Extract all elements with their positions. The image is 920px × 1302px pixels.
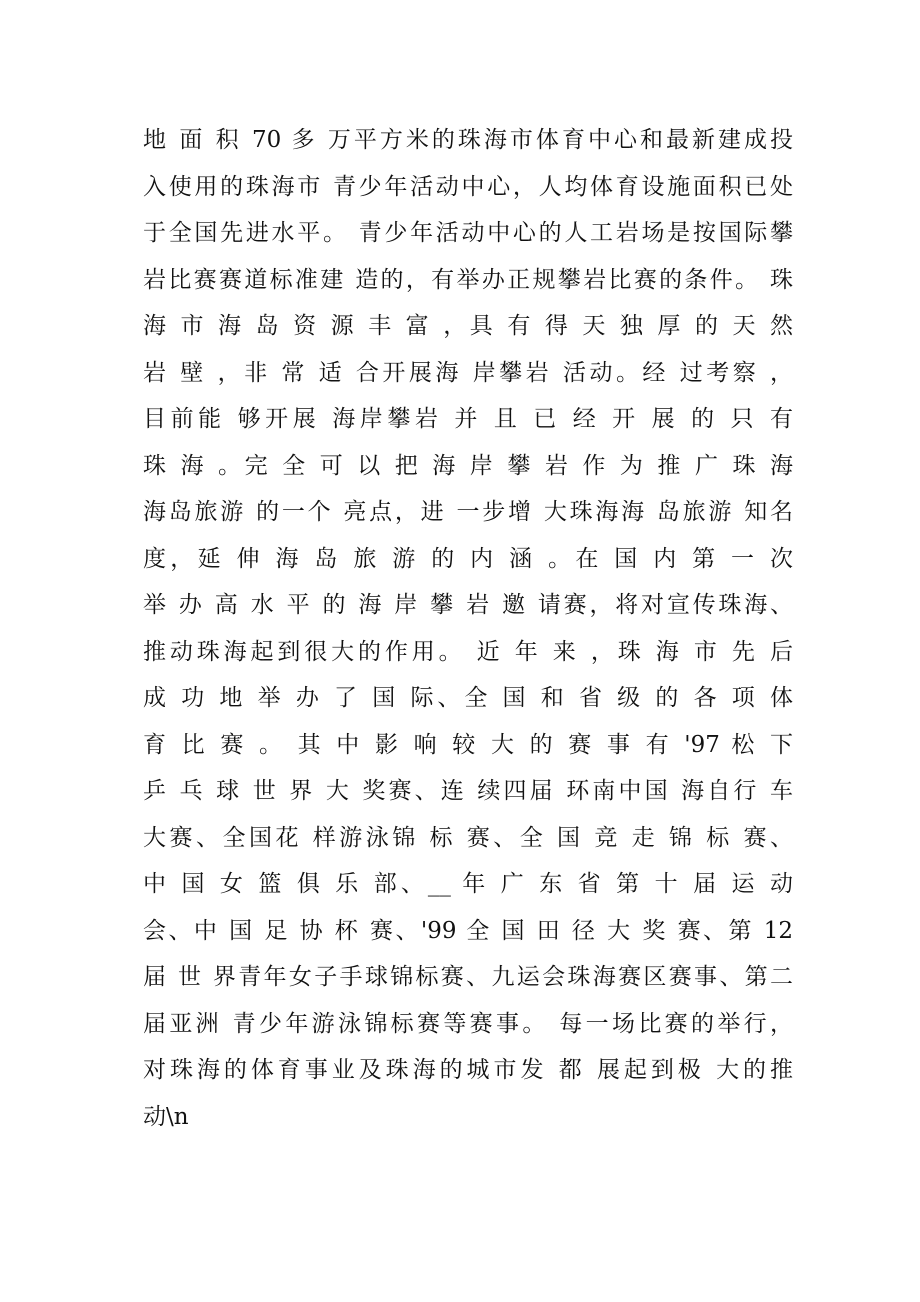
text-line: 地 面 积 70 多 万平方米的珠海市体育中心和最新建成投 xyxy=(143,127,793,153)
text-line-last: 动\n xyxy=(143,1103,189,1130)
text-line: 会、中 国 足 协 杯 赛、'99 全 国 田 径 大 奖 赛、第 12 xyxy=(143,917,793,944)
text-line: 推动珠海起到很大的作用。 近 年 来 ，珠 海 市 先 后 xyxy=(143,638,793,665)
text-line: 成 功 地 举 办 了 国 际、全 国 和 省 级 的 各 项 体 xyxy=(143,685,793,711)
text-line: 度，延 伸 海 岛 旅 游 的 内 涵 。在 国 内 第 一 次 xyxy=(143,545,793,572)
text-line: 乒 乓 球 世 界 大 奖赛、连 续四届 环南中国 海自行 车 xyxy=(143,778,793,804)
text-line: 岩 壁 ，非 常 适 合开展海 岸攀岩 活动。经 过考察 ， xyxy=(143,359,793,386)
text-line: 对珠海的体育事业及珠海的城市发 都 展起到极 大的推 xyxy=(143,1057,793,1083)
text-line: 目前能 够开展 海岸攀岩 并 且 已 经 开 展 的 只 有 xyxy=(143,406,793,432)
text-line: 届 世 界青年女子手球锦标赛、九运会珠海赛区赛事、第二 xyxy=(143,964,793,990)
text-line: 于全国先进水平。 青少年活动中心的人工岩场是按国际攀 xyxy=(143,220,793,246)
text-line: 中 国 女 篮 俱 乐 部、__ 年 广 东 省 第 十 届 运 动 xyxy=(143,871,793,897)
text-line: 届亚洲 青少年游泳锦标赛等赛事。 每一场比赛的举行， xyxy=(143,1010,793,1037)
text-line: 举 办 高 水 平 的 海 岸 攀 岩 邀 请赛，将对宣传珠海、 xyxy=(143,592,793,618)
text-line: 珠 海 。完 全 可 以 把 海 岸 攀 岩 作 为 推 广 珠 海 xyxy=(143,452,793,479)
text-line: 大赛、全国花 样游泳锦 标 赛、全 国 竞 走 锦 标 赛、 xyxy=(143,824,793,851)
body-paragraph xyxy=(143,117,793,1140)
text-line: 岩比赛赛道标准建 造的，有举办正规攀岩比赛的条件。 珠 xyxy=(143,266,793,293)
text-line: 育 比 赛 。 其 中 影 响 较 大 的 赛 事 有 '97 松 下 xyxy=(143,731,793,758)
text-line: 海 市 海 岛 资 源 丰 富 ，具 有 得 天 独 厚 的 天 然 xyxy=(143,313,793,339)
text-line: 海岛旅游 的一个 亮点，进 一步增 大珠海海 岛旅游 知名 xyxy=(143,499,793,525)
text-line: 入使用的珠海市 青少年活动中心，人均体育设施面积已处 xyxy=(143,173,793,200)
